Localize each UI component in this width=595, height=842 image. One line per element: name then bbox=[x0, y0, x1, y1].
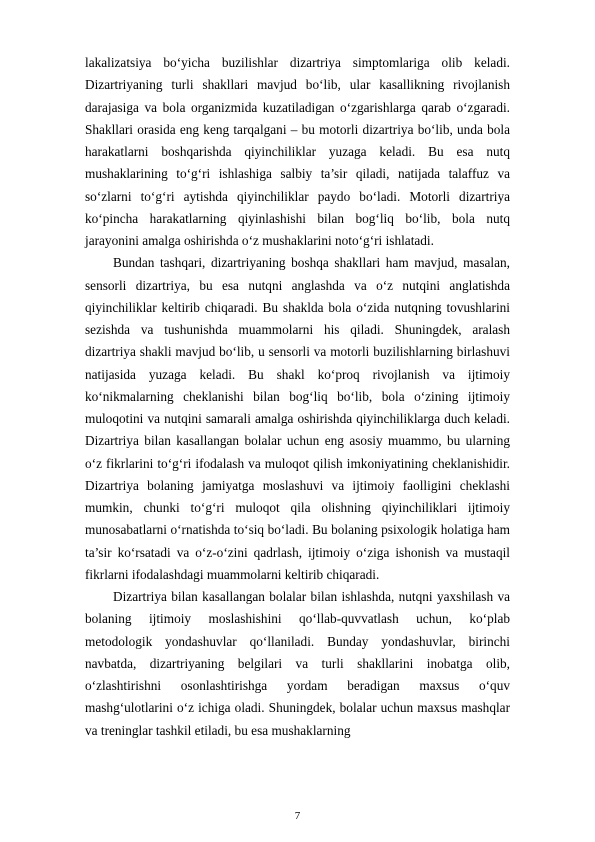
paragraph-methodology: Dizartriya bilan kasallangan bolalar bilan ishlashda, nutqni yaxshilash va bolaning ijtimoiy moslashishini qo‘llab-quvvatlash uchun, ko‘plab metodologik yondashuvlar qo‘llaniladi. Bunday yondashuvlar, birinchi navbatda, dizartriyaning belgilari va turli shakllarini inobatga olib, o‘zlashtirishni osonlashtirishga yordam beradigan maxsus o‘quv mashg‘ulotlarini o‘z ichiga oladi. Shuningdek, bolalar uchun maxsus mashqlar va treninglar tashkil etiladi, bu esa mushaklarning bbox=[85, 589, 510, 738]
page-number: 7 bbox=[294, 810, 301, 822]
paragraph-continuation: lakalizatsiya bo‘yicha buzilishlar dizartriya simptomlariga olib keladi. Dizartriyaning turli shakllari mavjud bo‘lib, ular kasallikning rivojlanish darajasiga va bola organizmida kuzatiladigan o‘zgarishlarga qarab o‘zgaradi. Shakllari orasida eng keng tarqalgani – bu motorli dizartriya bo‘lib, unda bola harakatlarni boshqarishda qiyinchiliklar yuzaga keladi. Bu esa nutq mushaklarining to‘g‘ri ishlashiga salbiy ta’sir qiladi, natijada talaffuz va so‘zlarni to‘g‘ri aytishda qiyinchiliklar paydo bo‘ladi. Motorli dizartriya ko‘pincha harakatlarning qiyinlashishi bilan bog‘liq bo‘lib, bola nutq jarayonini amalga oshirishda o‘z mushaklarini noto‘g‘ri ishlatadi. bbox=[85, 55, 510, 248]
paragraph-dysarthria-forms: Bundan tashqari, dizartriyaning boshqa shakllari ham mavjud, masalan, sensorli dizartriya, bu esa nutqni anglashda va o‘z nutqini anglatishda qiyinchiliklar keltirib chiqaradi. Bu shaklda bola o‘zida nutqning tovushlarini sezishda va tushunishda muammolarni his qiladi. Shuningdek, aralash dizartriya shakli mavjud bo‘lib, u sensorli va motorli buzilishlarning birlashuvi natijasida yuzaga keladi. Bu shakl ko‘proq rivojlanish va ijtimoiy ko‘nikmalarning cheklanishi bilan bog‘liq bo‘lib, bola o‘zining ijtimoiy muloqotini va nutqini samarali amalga oshirishda qiyinchiliklarga duch keladi. Dizartriya bilan kasallangan bolalar uchun eng asosiy muammo, bu ularning o‘z fikrlarini to‘g‘ri ifodalash va muloqot qilish imkoniyatining cheklanishidir. Dizartriya bolaning jamiyatga moslashuvi va ijtimoiy faolligini cheklashi mumkin, chunki to‘g‘ri muloqot qila olishning qiyinchiliklari ijtimoiy munosabatlarni o‘rnatishda to‘siq bo‘ladi. Bu bolaning psixologik holatiga ham ta’sir ko‘rsatadi va o‘z-o‘zini qadrlash, ijtimoiy o‘ziga ishonish va mustaqil fikrlarni ifodalashdagi muammolarni keltirib chiqaradi. bbox=[85, 255, 510, 582]
body-text bbox=[85, 52, 510, 742]
